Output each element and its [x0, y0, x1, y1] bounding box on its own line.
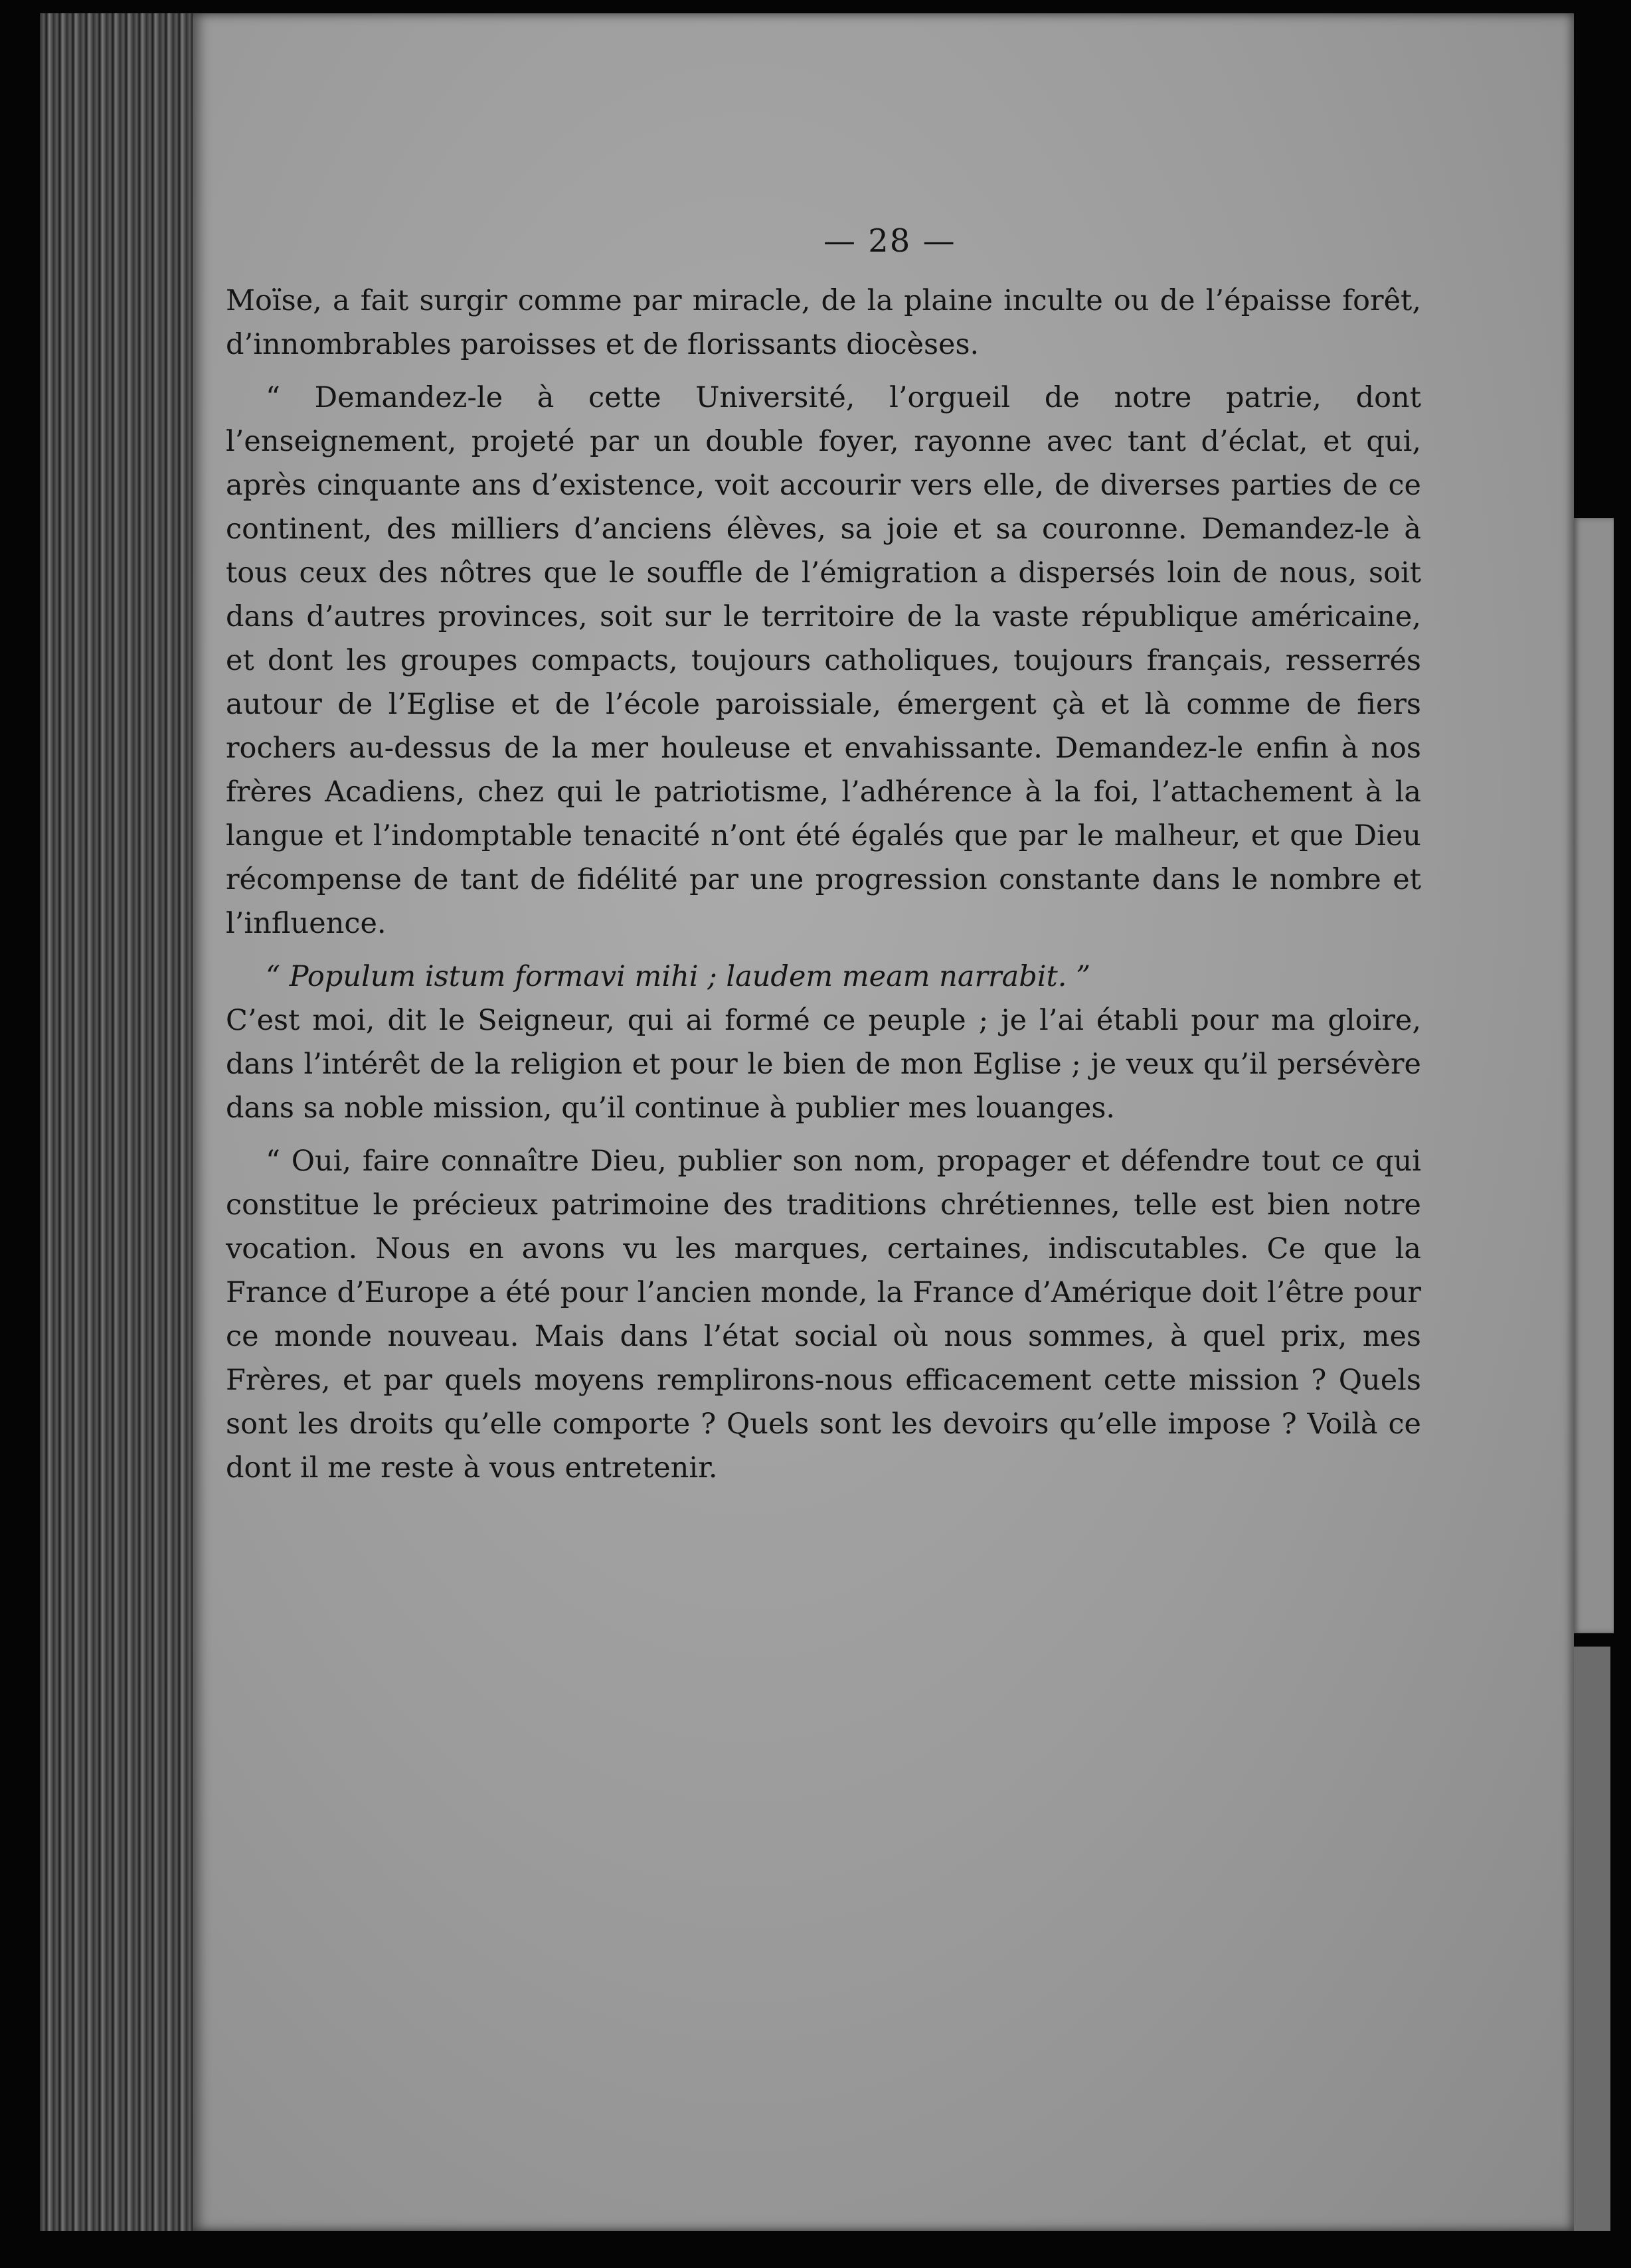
paragraph-3: C’est moi, dit le Seigneur, qui ai formé ce peuple ; je l’ai établi pour ma gloire, dans l’intérêt de la religion et pour le bien de mon Eglise ; je veux qu’il persévère dans sa noble mission, qu’il continue à publier mes louanges.	[226, 1004, 1421, 1125]
page-tab	[1574, 518, 1614, 1633]
page-number: — 28 —	[823, 222, 956, 260]
paragraph-1: Moïse, a fait surgir comme par miracle, de la plaine inculte ou de l’épaisse forêt, d’innombrables paroisses et de florissants diocèses.	[226, 284, 1421, 361]
page-tab-lower	[1574, 1647, 1610, 2231]
paragraph-4: “ Oui, faire connaître Dieu, publier son nom, propager et défendre tout ce qui constitue le précieux patrimoine des traditions chrétiennes, telle est bien notre vocation. Nous en avons vu les marques, certaines, indiscutables. Ce que la France d’Europe a été pour l’ancien monde, la France d’Amérique doit l’être pour ce monde nouveau. Mais dans l’état social où nous sommes, à quel prix, mes Frères, et par quels moyens remplirons-nous efficacement cette mission ? Quels sont les droits qu’elle comporte ? Quels sont les devoirs qu’elle impose ? Voilà ce dont il me reste à vous entretenir.	[226, 1145, 1421, 1485]
paragraph-2: “ Demandez-le à cette Université, l’orgueil de notre patrie, dont l’enseignement, projeté par un double foyer, rayonne avec tant d’éclat, et qui, après cinquante ans d’existence, voit accourir vers elle, de diverses parties de ce continent, des milliers d’anciens élèves, sa joie et sa couronne. Demandez-le à tous ceux des nôtres que le souffle de l’émigration a dispersés loin de nous, soit dans d’autres provinces, soit sur le territoire de la vaste république américaine, et dont les groupes compacts, toujours catholiques, toujours français, resserrés autour de l’Eglise et de l’école paroissiale, émergent çà et là comme de fiers rochers au-dessus de la mer houleuse et envahissante. Demandez-le enfin à nos frères Acadiens, chez qui le patriotisme, l’adhérence à la foi, l’attachement à la langue et l’indomptable tenacité n’ont été égalés que par le malheur, et que Dieu récompense de tant de fidélité par une progression constante dans le nombre et l’influence.	[226, 381, 1421, 940]
page-body	[226, 279, 1421, 1499]
page-edges	[40, 13, 206, 2231]
latin-quote: “ Populum istum formavi mihi ; laudem meam narrabit. ”	[266, 960, 1091, 993]
